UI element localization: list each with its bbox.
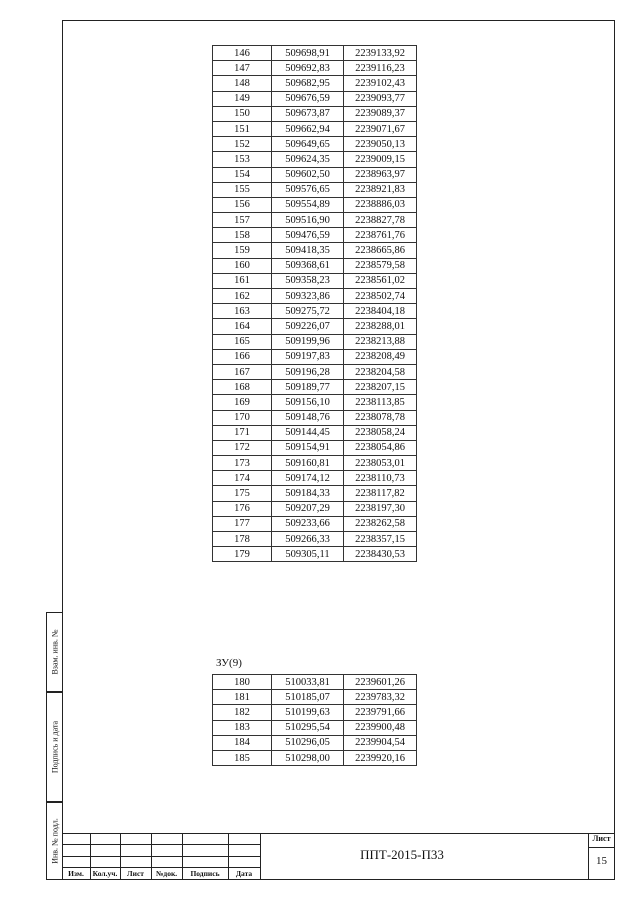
land-plot-label: ЗУ(9) (216, 657, 242, 669)
coordinate-row (213, 121, 417, 136)
col-change: Изм. (68, 869, 84, 878)
point-number: 164 (213, 319, 272, 334)
coordinate-row (213, 319, 417, 334)
point-number: 156 (213, 197, 272, 212)
point-number: 159 (213, 243, 272, 258)
coordinate-row (213, 440, 417, 455)
y-coordinate: 2238113,85 (344, 395, 417, 410)
coordinate-row (213, 364, 417, 379)
point-number: 176 (213, 501, 272, 516)
x-coordinate: 509602,50 (272, 167, 344, 182)
coordinate-row (213, 547, 417, 562)
coordinate-row (213, 750, 417, 765)
coordinate-row (213, 273, 417, 288)
coordinate-row (213, 213, 417, 228)
y-coordinate: 2238561,02 (344, 273, 417, 288)
y-coordinate: 2238827,78 (344, 213, 417, 228)
x-coordinate: 509418,35 (272, 243, 344, 258)
y-coordinate: 2239791,66 (344, 705, 417, 720)
coordinate-row (213, 167, 417, 182)
coordinates-table-zu9 (212, 674, 417, 766)
x-coordinate: 509148,76 (272, 410, 344, 425)
point-number: 147 (213, 61, 272, 76)
y-coordinate: 2239089,37 (344, 106, 417, 121)
y-coordinate: 2239009,15 (344, 152, 417, 167)
y-coordinate: 2238579,58 (344, 258, 417, 273)
y-coordinate: 2238288,01 (344, 319, 417, 334)
point-number: 150 (213, 106, 272, 121)
x-coordinate: 509266,33 (272, 532, 344, 547)
x-coordinate: 510296,05 (272, 735, 344, 750)
point-number: 169 (213, 395, 272, 410)
x-coordinate: 509673,87 (272, 106, 344, 121)
point-number: 182 (213, 705, 272, 720)
coordinate-row (213, 456, 417, 471)
point-number: 181 (213, 690, 272, 705)
y-coordinate: 2238921,83 (344, 182, 417, 197)
x-coordinate: 509189,77 (272, 380, 344, 395)
coordinate-row (213, 720, 417, 735)
point-number: 173 (213, 456, 272, 471)
coordinate-row (213, 304, 417, 319)
coordinate-row (213, 690, 417, 705)
y-coordinate: 2238262,58 (344, 516, 417, 531)
x-coordinate: 510199,63 (272, 705, 344, 720)
x-coordinate: 509358,23 (272, 273, 344, 288)
y-coordinate: 2238502,74 (344, 289, 417, 304)
x-coordinate: 510185,07 (272, 690, 344, 705)
y-coordinate: 2238404,18 (344, 304, 417, 319)
y-coordinate: 2238058,24 (344, 425, 417, 440)
point-number: 170 (213, 410, 272, 425)
col-date: Дата (235, 869, 253, 878)
title-block (62, 833, 615, 880)
x-coordinate: 509305,11 (272, 547, 344, 562)
point-number: 166 (213, 349, 272, 364)
point-number: 152 (213, 137, 272, 152)
point-number: 161 (213, 273, 272, 288)
coordinate-row (213, 380, 417, 395)
y-coordinate: 2239116,23 (344, 61, 417, 76)
coordinate-row (213, 61, 417, 76)
x-coordinate: 509368,61 (272, 258, 344, 273)
coordinates-table-main (212, 45, 417, 562)
x-coordinate: 509476,59 (272, 228, 344, 243)
x-coordinate: 509144,45 (272, 425, 344, 440)
coordinate-row (213, 501, 417, 516)
y-coordinate: 2239904,54 (344, 735, 417, 750)
point-number: 160 (213, 258, 272, 273)
point-number: 149 (213, 91, 272, 106)
coordinate-row (213, 137, 417, 152)
replaced-inv-label: Взам. инв. № (50, 629, 59, 675)
point-number: 155 (213, 182, 272, 197)
original-inv-cell (46, 802, 62, 880)
y-coordinate: 2238117,82 (344, 486, 417, 501)
coordinate-row (213, 258, 417, 273)
x-coordinate: 509197,83 (272, 349, 344, 364)
signature-date-label: Подпись и дата (50, 720, 59, 774)
x-coordinate: 509698,91 (272, 46, 344, 61)
y-coordinate: 2239900,48 (344, 720, 417, 735)
coordinate-row (213, 91, 417, 106)
point-number: 165 (213, 334, 272, 349)
point-number: 163 (213, 304, 272, 319)
coordinate-row (213, 243, 417, 258)
coordinate-row (213, 197, 417, 212)
original-inv-label: Инв. № подл. (50, 818, 59, 864)
x-coordinate: 509154,91 (272, 440, 344, 455)
coordinate-row (213, 486, 417, 501)
x-coordinate: 509226,07 (272, 319, 344, 334)
y-coordinate: 2239133,92 (344, 46, 417, 61)
coordinate-row (213, 334, 417, 349)
point-number: 167 (213, 364, 272, 379)
signature-date-cell (46, 692, 62, 802)
x-coordinate: 509184,33 (272, 486, 344, 501)
y-coordinate: 2239920,16 (344, 750, 417, 765)
coordinate-row (213, 76, 417, 91)
y-coordinate: 2239601,26 (344, 675, 417, 690)
point-number: 148 (213, 76, 272, 91)
point-number: 154 (213, 167, 272, 182)
coordinate-row (213, 735, 417, 750)
x-coordinate: 509682,95 (272, 76, 344, 91)
x-coordinate: 510295,54 (272, 720, 344, 735)
y-coordinate: 2238207,15 (344, 380, 417, 395)
x-coordinate: 510033,81 (272, 675, 344, 690)
document-code: ППТ-2015-П33 (360, 847, 444, 862)
point-number: 179 (213, 547, 272, 562)
x-coordinate: 509554,89 (272, 197, 344, 212)
y-coordinate: 2238204,58 (344, 364, 417, 379)
y-coordinate: 2238208,49 (344, 349, 417, 364)
x-coordinate: 509649,65 (272, 137, 344, 152)
point-number: 171 (213, 425, 272, 440)
point-number: 158 (213, 228, 272, 243)
coordinate-row (213, 152, 417, 167)
y-coordinate: 2238078,78 (344, 410, 417, 425)
y-coordinate: 2238213,88 (344, 334, 417, 349)
y-coordinate: 2238197,30 (344, 501, 417, 516)
binding-strip (46, 612, 62, 880)
x-coordinate: 509692,83 (272, 61, 344, 76)
sheet-label: Лист (592, 834, 611, 843)
x-coordinate: 509275,72 (272, 304, 344, 319)
sheet-number: 15 (596, 855, 607, 867)
point-number: 157 (213, 213, 272, 228)
coordinate-row (213, 395, 417, 410)
coordinate-row (213, 182, 417, 197)
x-coordinate: 509207,29 (272, 501, 344, 516)
coordinate-row (213, 228, 417, 243)
coordinate-row (213, 705, 417, 720)
coordinate-row (213, 349, 417, 364)
x-coordinate: 509323,86 (272, 289, 344, 304)
point-number: 180 (213, 675, 272, 690)
replaced-inv-cell (46, 612, 62, 692)
y-coordinate: 2238761,76 (344, 228, 417, 243)
coordinate-row (213, 425, 417, 440)
point-number: 178 (213, 532, 272, 547)
y-coordinate: 2238357,15 (344, 532, 417, 547)
coordinate-row (213, 46, 417, 61)
x-coordinate: 509174,12 (272, 471, 344, 486)
col-signature: Подпись (190, 869, 220, 878)
y-coordinate: 2238886,03 (344, 197, 417, 212)
point-number: 153 (213, 152, 272, 167)
point-number: 168 (213, 380, 272, 395)
x-coordinate: 509160,81 (272, 456, 344, 471)
y-coordinate: 2239102,43 (344, 76, 417, 91)
point-number: 151 (213, 121, 272, 136)
y-coordinate: 2239071,67 (344, 121, 417, 136)
x-coordinate: 509233,66 (272, 516, 344, 531)
x-coordinate: 509624,35 (272, 152, 344, 167)
y-coordinate: 2239783,32 (344, 690, 417, 705)
coordinate-row (213, 471, 417, 486)
y-coordinate: 2238053,01 (344, 456, 417, 471)
point-number: 175 (213, 486, 272, 501)
y-coordinate: 2238430,53 (344, 547, 417, 562)
coordinate-row (213, 289, 417, 304)
x-coordinate: 509199,96 (272, 334, 344, 349)
x-coordinate: 509196,28 (272, 364, 344, 379)
coordinate-row (213, 516, 417, 531)
col-doc-number: №док. (155, 869, 178, 878)
y-coordinate: 2238665,86 (344, 243, 417, 258)
y-coordinate: 2239050,13 (344, 137, 417, 152)
x-coordinate: 509676,59 (272, 91, 344, 106)
coordinate-row (213, 532, 417, 547)
x-coordinate: 509662,94 (272, 121, 344, 136)
point-number: 146 (213, 46, 272, 61)
y-coordinate: 2238110,73 (344, 471, 417, 486)
point-number: 183 (213, 720, 272, 735)
point-number: 174 (213, 471, 272, 486)
col-sheet: Лист (127, 869, 144, 878)
col-count: Кол.уч. (92, 869, 118, 878)
point-number: 177 (213, 516, 272, 531)
x-coordinate: 509156,10 (272, 395, 344, 410)
y-coordinate: 2238963,97 (344, 167, 417, 182)
x-coordinate: 509516,90 (272, 213, 344, 228)
point-number: 185 (213, 750, 272, 765)
coordinate-row (213, 106, 417, 121)
x-coordinate: 509576,65 (272, 182, 344, 197)
y-coordinate: 2239093,77 (344, 91, 417, 106)
point-number: 162 (213, 289, 272, 304)
x-coordinate: 510298,00 (272, 750, 344, 765)
y-coordinate: 2238054,86 (344, 440, 417, 455)
coordinate-row (213, 675, 417, 690)
coordinate-row (213, 410, 417, 425)
point-number: 172 (213, 440, 272, 455)
point-number: 184 (213, 735, 272, 750)
